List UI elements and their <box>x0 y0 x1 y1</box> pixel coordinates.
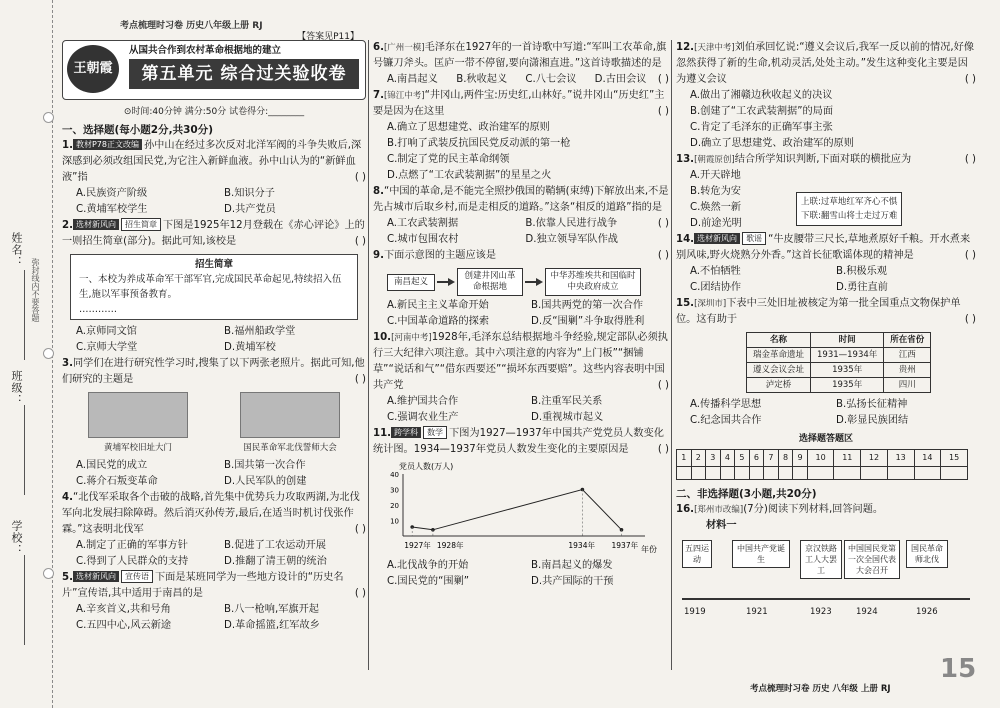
binding-hole <box>43 568 54 579</box>
q12-options <box>676 88 976 152</box>
column-1 <box>62 32 366 634</box>
answer-blank[interactable]: ( ) <box>657 380 669 391</box>
answer-grid-numbers <box>677 450 968 467</box>
flow-diagram <box>387 268 669 296</box>
option[interactable]: B.国共两党的第一次合作 <box>531 300 644 311</box>
school-line[interactable] <box>24 555 25 645</box>
y-tick-label: 20 <box>390 502 399 510</box>
binding-hole <box>43 112 54 123</box>
question-12: 12.[天津中考]刘伯承回忆说:“遵义会议后,我军一反以前的情况,好像忽然获得了新的生命,机动灵活,处处主动。”发生这种变化主要是因为遵义会议 ( ) <box>676 40 976 88</box>
flow-step: 南昌起义 <box>387 274 435 291</box>
option[interactable]: A.确立了思想建党、政治建军的原则 <box>387 122 550 133</box>
flow-step: 创建井冈山革命根据地 <box>457 268 523 296</box>
q6-options <box>373 72 658 88</box>
y-axis-label: 党员人数(万人) <box>399 462 454 471</box>
timeline-event: 京汉铁路工人大罢工 <box>800 540 842 579</box>
option[interactable]: C.肯定了毛泽东的正确军事主张 <box>690 122 833 133</box>
answer-grid-number: 13 <box>887 450 914 467</box>
answer-grid-number: 4 <box>720 450 735 467</box>
answer-blank[interactable]: ( ) <box>657 250 669 261</box>
answer-blank[interactable]: ( ) <box>657 106 669 117</box>
q14-options <box>676 264 976 296</box>
photo-whampoa-gate <box>88 392 188 456</box>
photo-image <box>88 392 188 438</box>
timeline-event: 五四运动 <box>682 540 712 568</box>
answer-cell[interactable] <box>807 467 834 480</box>
option[interactable]: C.国民党的“围剿” <box>387 576 470 587</box>
option[interactable]: A.做出了湘赣边秋收起义的决议 <box>690 90 833 101</box>
question-16: 16.[郑州市改编](7分)阅读下列材料,回答问题。 <box>676 504 884 515</box>
x-tick-label: 1937年 <box>611 541 639 550</box>
timeline-year: 1924 <box>856 607 878 617</box>
q4-options <box>62 538 366 570</box>
enrollment-notice <box>70 254 358 320</box>
option[interactable]: C.八七会议 <box>525 74 577 85</box>
binding-hole <box>43 348 54 359</box>
option[interactable]: A.传播科学思想 <box>690 399 762 410</box>
option[interactable]: D.彰显民族团结 <box>836 415 909 426</box>
option[interactable]: D.革命摇篮,红军故乡 <box>224 620 320 631</box>
option[interactable]: D.共产国际的干预 <box>531 576 614 587</box>
answer-grid-title: 选择题答题区 <box>798 434 853 444</box>
option[interactable]: A.北伐战争的开始 <box>387 560 469 571</box>
x-tick-label: 1934年 <box>568 541 595 550</box>
photo-pair <box>62 392 366 456</box>
answer-grid-number: 8 <box>778 450 793 467</box>
option[interactable]: C.蒋介石叛变革命 <box>76 476 158 487</box>
name-line[interactable] <box>24 270 25 360</box>
class-line[interactable] <box>24 405 25 495</box>
option[interactable]: B.秋收起义 <box>456 74 508 85</box>
exam-meta: ⊙时间:40分钟 满分:50分 试卷得分:________ <box>123 107 305 117</box>
option[interactable]: A.新民主主义革命开始 <box>387 300 489 311</box>
option[interactable]: A.开天辟地 <box>690 170 741 181</box>
option[interactable]: B.八一枪响,军旗开起 <box>224 604 319 615</box>
table-row: 泸定桥 1935年 四川 <box>747 378 931 393</box>
table-row: 瑞金革命遗址 1931—1934年 江西 <box>747 348 931 363</box>
page-number: 15 <box>940 654 977 684</box>
q3-options <box>62 458 366 490</box>
answer-cell[interactable] <box>941 467 968 480</box>
timeline-event: 中国共产党诞生 <box>732 540 790 568</box>
answer-grid-number: 14 <box>914 450 941 467</box>
option[interactable]: D.共产党员 <box>224 204 276 215</box>
q10-options <box>373 394 669 426</box>
answer-cell[interactable] <box>793 467 808 480</box>
flow-step: 中华苏维埃共和国临时中央政府成立 <box>545 268 641 296</box>
answer-cell[interactable] <box>861 467 888 480</box>
answer-grid <box>676 449 968 480</box>
question-7: 7.[锦江中考]“井冈山,两件宝:历史红,山林好。”说井冈山“历史红”主要是因为在这里 ( ) <box>373 88 669 120</box>
photo-caption: 国民革命军北伐誓师大会 <box>243 443 337 453</box>
class-label: 班级： <box>10 370 23 406</box>
q5-options <box>62 602 366 634</box>
option[interactable]: D.黄埔军校 <box>224 342 276 353</box>
couplet-line: 下联:翻雪山将士走过万难 <box>801 211 898 221</box>
option[interactable]: C.京师大学堂 <box>76 342 138 353</box>
answer-grid-number: 12 <box>861 450 888 467</box>
answer-blank[interactable]: ( ) <box>354 236 366 247</box>
answer-blank[interactable]: ( ) <box>354 524 366 535</box>
answer-grid-number: 6 <box>749 450 764 467</box>
option[interactable]: C.团结协作 <box>690 282 742 293</box>
timeline-year: 1921 <box>746 607 768 617</box>
page-footer: 考点梳理时习卷 历史 八年级 上册 RJ <box>750 684 891 694</box>
question-4: 4.“北伐军采取各个击破的战略,首先集中优势兵力攻取两湖,为北伐军向北发展扫除障碍。然后消灭孙传芳,最后,在适当时机讨伐张作霖。”这表明北伐军 ( ) <box>62 490 366 538</box>
unit-subtitle: 从国共合作到农村革命根据地的建立 <box>129 45 282 56</box>
series-line <box>412 490 621 530</box>
section-heading: 一、选择题(每小题2分,共30分) <box>62 124 214 136</box>
answer-grid-number: 7 <box>764 450 779 467</box>
y-tick-label: 30 <box>390 486 399 495</box>
question-5: 5. 选材新风向 宣传语 下面是某班同学为一些地方设计的“历史名片”宣传语,其中适用于南昌的是 ( ) <box>62 570 366 602</box>
binding-strip <box>0 0 53 708</box>
q9-options <box>373 298 669 330</box>
answer-grid-number: 10 <box>807 450 834 467</box>
option[interactable]: D.勇往直前 <box>836 282 888 293</box>
x-tick-label: 1927年 <box>404 541 431 550</box>
answer-blank[interactable]: ( ) <box>964 314 976 325</box>
option[interactable]: D.独立领导军队作战 <box>525 234 618 245</box>
question-10: 10.[河南中考]1928年,毛泽东总结根据地斗争经验,规定部队必须执行三大纪律六项注意。其中六项注意的内容为“上门板”“捆铺草”“说话和气”“借东西要还”“损坏东西要赔”。这些内容表明中国共产党 ( ) <box>373 330 669 394</box>
answer-cell[interactable] <box>778 467 793 480</box>
option[interactable]: B.创建了“工农武装割据”的局面 <box>690 106 834 117</box>
timeline-year: 1923 <box>810 607 832 617</box>
photo-northern-expedition <box>240 392 340 456</box>
answer-blank[interactable]: ( ) <box>964 250 976 261</box>
timeline-year: 1926 <box>916 607 938 617</box>
arrow-icon <box>525 278 543 286</box>
option[interactable]: A.工农武装割据 <box>387 218 459 229</box>
option[interactable]: D.重视城市起义 <box>531 412 604 423</box>
unit-header <box>62 32 366 100</box>
option[interactable]: C.黄埔军校学生 <box>76 204 148 215</box>
school-label: 学校： <box>10 520 23 556</box>
heritage-sites-table <box>746 332 931 393</box>
option[interactable]: A.京师同文馆 <box>76 326 137 337</box>
column-divider <box>368 40 369 670</box>
answer-cell[interactable] <box>706 467 721 480</box>
unit-title: 第五单元 综合过关验收卷 <box>129 59 359 89</box>
notice-title: 招生简章 <box>194 259 233 270</box>
answer-grid-number: 3 <box>706 450 721 467</box>
answer-cell[interactable] <box>749 467 764 480</box>
question-15: 15.[深圳市]下表中三处旧址被核定为第一批全国重点文物保护单位。这有助于 ( ) <box>676 296 976 328</box>
table-header: 名称 时间 所在省份 <box>747 333 931 348</box>
question-14: 14. 选材新风向 歌谣 “牛皮腰带三尺长,草地煮原好千粮。开水煮来别风味,野火烧熟分外香。”这首长征歌谣体现的精神是 ( ) <box>676 232 976 264</box>
option[interactable]: D.古田会议 <box>594 74 647 85</box>
option[interactable]: D.前途光明 <box>690 218 742 229</box>
column-2 <box>373 40 669 590</box>
option[interactable]: B.知识分子 <box>224 188 275 199</box>
option[interactable]: B.南昌起义的爆发 <box>531 560 613 571</box>
photo-image <box>240 392 340 438</box>
publisher-logo: 王朝霞 <box>67 45 119 93</box>
option[interactable]: B.弘扬长征精神 <box>836 399 908 410</box>
option[interactable]: A.制定了正确的军事方针 <box>76 540 188 551</box>
material-label: 材料一 <box>706 520 737 531</box>
option[interactable]: D.反“围剿”斗争取得胜利 <box>531 316 645 327</box>
option[interactable]: B.依靠人民进行战争 <box>525 218 618 229</box>
timeline-event: 中国国民党第一次全国代表大会召开 <box>844 540 900 579</box>
option[interactable]: B.注重军民关系 <box>531 396 603 407</box>
photo-caption: 黄埔军校旧址大门 <box>103 443 172 453</box>
column-divider <box>671 40 672 670</box>
question-3: 3.同学们在进行研究性学习时,搜集了以下两张老照片。据此可知,他们研究的主题是 ( ) <box>62 356 366 388</box>
option[interactable]: C.焕然一新 <box>690 202 742 213</box>
timeline-year: 1919 <box>684 607 706 617</box>
option[interactable]: C.纪念国共合作 <box>690 415 762 426</box>
question-6: 6.[广州一模]毛泽东在1927年的一首诗歌中写道:“军叫工农革命,旗号镰刀斧头。匡庐一带不停留,要向潇湘直进。”这首诗歌描述的是 ( ) <box>373 40 669 72</box>
answer-blank[interactable]: ( ) <box>354 588 366 599</box>
q1-options <box>62 186 366 218</box>
option[interactable]: A.不怕牺牲 <box>690 266 741 277</box>
question-1: 1. 教材P78正文改编 孙中山在经过多次反对北洋军阀的斗争失败后,深深感到必须改组国民党,为它注入新鲜血液。孙中山认为的“新鲜血液”指 ( ) <box>62 138 366 186</box>
option[interactable]: B.促进了工农运动开展 <box>224 540 326 551</box>
option[interactable]: A.民族资产阶级 <box>76 188 148 199</box>
answer-cell[interactable] <box>887 467 914 480</box>
answer-blank[interactable]: ( ) <box>657 444 669 455</box>
option[interactable]: A.辛亥首义,共和号角 <box>76 604 171 615</box>
question-8: 8.“中国的革命,是不能完全照抄俄国的鞘辆(束缚)下解放出来,不是先占城市后取乡村,而是走相反的道路。”这条“相反的道路”指的是 ( ) <box>373 184 669 216</box>
option[interactable]: A.南昌起义 <box>387 74 438 85</box>
answer-blank[interactable]: ( ) <box>354 172 366 183</box>
option[interactable]: A.维护国共合作 <box>387 396 459 407</box>
arrow-icon <box>437 278 455 286</box>
option[interactable]: D.推翻了清王朝的统治 <box>224 556 327 567</box>
membership-line-chart <box>373 458 663 558</box>
timeline-axis <box>682 598 970 600</box>
option[interactable]: D.点燃了“工农武装割据”的星星之火 <box>387 170 552 181</box>
q7-options <box>373 120 669 184</box>
answer-grid-number: 15 <box>941 450 968 467</box>
name-label: 姓名： <box>10 232 23 268</box>
notice-text: 一、本校为养成革命军干部军官,完成国民革命起见,特续招入伍生,施以军事预备教育。 <box>79 274 342 300</box>
y-tick-label: 10 <box>390 517 399 526</box>
option[interactable]: C.城市包围农村 <box>387 234 459 245</box>
answer-cell[interactable] <box>677 467 692 480</box>
x-axis-label: 年份 <box>641 545 657 554</box>
option[interactable]: C.五四中心,风云新途 <box>76 620 172 631</box>
section-heading: 二、非选择题(3小题,共20分) <box>676 488 817 500</box>
column-3 <box>676 40 976 628</box>
x-tick-label: 1928年 <box>436 541 464 550</box>
answer-cell[interactable] <box>764 467 779 480</box>
answer-blank[interactable]: ( ) <box>964 74 976 85</box>
question-13: 13.[朝霞原创]结合所学知识判断,下面对联的横批应为 ( ) <box>676 152 976 168</box>
answer-grid-number: 1 <box>677 450 692 467</box>
answer-blank[interactable]: ( ) <box>657 74 669 85</box>
option[interactable]: B.国共第一次合作 <box>224 460 306 471</box>
option[interactable]: B.转危为安 <box>690 186 741 197</box>
running-header: 考点梳理时习卷 历史八年级上册 RJ <box>120 21 263 31</box>
option[interactable]: A.国民党的成立 <box>76 460 148 471</box>
q2-options <box>62 324 366 356</box>
option[interactable]: C.强调农业生产 <box>387 412 459 423</box>
couplet-box <box>796 192 902 226</box>
question-2: 2. 选材新风向 招生简章 下图是1925年12月登载在《赤心评论》上的一则招生简章(部分)。据此可知,该校是 ( ) <box>62 218 366 250</box>
q8-options <box>373 216 658 248</box>
answer-grid-number: 9 <box>793 450 808 467</box>
option[interactable]: B.打响了武装反抗国民党反动派的第一枪 <box>387 138 571 149</box>
answer-reference: 【答案见P11】 <box>297 32 359 42</box>
question-9: 9.下面示意图的主题应该是 ( ) <box>373 248 669 264</box>
option[interactable]: D.人民军队的创建 <box>224 476 307 487</box>
answer-grid-number: 2 <box>691 450 706 467</box>
answer-cell[interactable] <box>735 467 750 480</box>
timeline <box>676 538 976 628</box>
option[interactable]: B.积极乐观 <box>836 266 887 277</box>
q15-options <box>676 397 976 429</box>
question-11: 11. 跨学科 数学 下图为1927—1937年中国共产党党员人数变化统计图。1934—1937年党员人数发生变化的主要原因是 ( ) <box>373 426 669 458</box>
table-row: 遵义会议会址 1935年 贵州 <box>747 363 931 378</box>
answer-blank[interactable]: ( ) <box>964 154 976 165</box>
option[interactable]: B.福州船政学堂 <box>224 326 296 337</box>
option[interactable]: C.制定了党的民主革命纲领 <box>387 154 510 165</box>
answer-grid-cells <box>677 467 968 480</box>
y-tick-label: 40 <box>390 471 399 479</box>
answer-grid-number: 11 <box>834 450 861 467</box>
timeline-event: 国民革命师北伐 <box>906 540 948 568</box>
answer-blank[interactable]: ( ) <box>657 218 669 229</box>
notice-ellipsis: ………… <box>79 304 117 315</box>
option[interactable]: C.中国革命道路的探索 <box>387 316 490 327</box>
option[interactable]: C.得到了人民群众的支持 <box>76 556 189 567</box>
answer-blank[interactable]: ( ) <box>354 374 366 385</box>
option[interactable]: D.确立了思想建党、政治建军的原则 <box>690 138 854 149</box>
answer-cell[interactable] <box>691 467 706 480</box>
answer-cell[interactable] <box>914 467 941 480</box>
q11-options <box>373 558 669 590</box>
answer-grid-number: 5 <box>735 450 750 467</box>
answer-cell[interactable] <box>834 467 861 480</box>
seal-warning: 弥封线内不要答题 <box>31 258 40 322</box>
answer-cell[interactable] <box>720 467 735 480</box>
couplet-line: 上联:过草地红军齐心不惧 <box>801 197 898 207</box>
